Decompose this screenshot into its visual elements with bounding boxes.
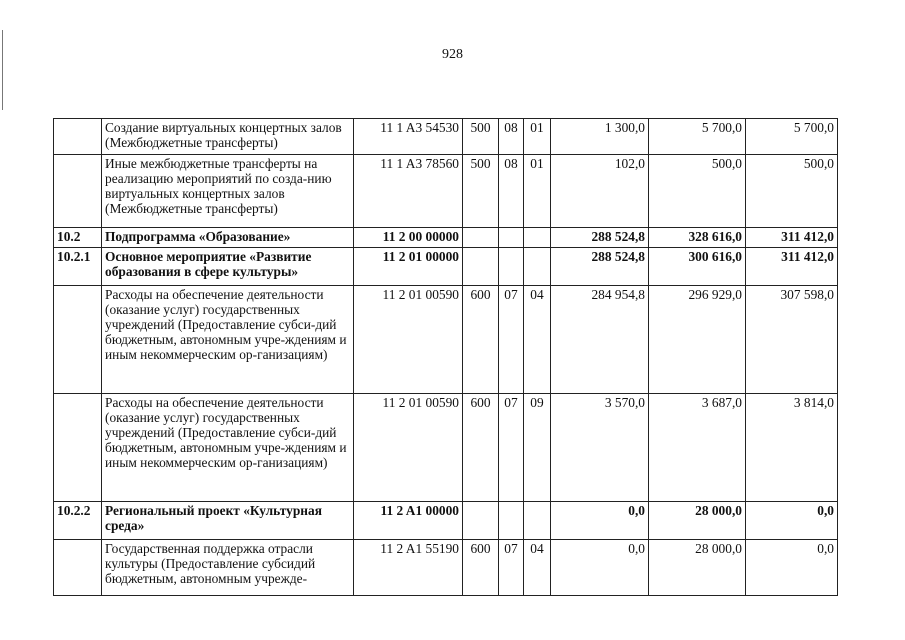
row-name: Подпрограмма «Образование» [102, 228, 354, 248]
row-index [54, 155, 102, 228]
row-target-code: 11 1 A3 78560 [354, 155, 463, 228]
row-value-year-3: 3 814,0 [746, 394, 838, 502]
row-value-year-1: 0,0 [551, 502, 649, 540]
row-value-year-3: 0,0 [746, 502, 838, 540]
row-section [499, 502, 524, 540]
page-number: 928 [442, 47, 463, 62]
row-target-code: 11 2 A1 55190 [354, 540, 463, 596]
row-expense-type [463, 248, 499, 286]
row-subsection: 09 [524, 394, 551, 502]
row-name: Региональный проект «Культурная среда» [102, 502, 354, 540]
row-value-year-1: 284 954,8 [551, 286, 649, 394]
table-row [54, 248, 838, 286]
row-name: Основное мероприятие «Развитие образования в сфере культуры» [102, 248, 354, 286]
row-name: Создание виртуальных концертных залов (Межбюджетные трансферты) [102, 119, 354, 155]
row-name: Государственная поддержка отрасли культуры (Предоставление субсидий бюджетным, автономным учрежде- [102, 540, 354, 596]
row-value-year-2: 500,0 [649, 155, 746, 228]
row-index: 10.2.1 [54, 248, 102, 286]
row-value-year-3: 500,0 [746, 155, 838, 228]
table-row [54, 286, 838, 394]
row-index [54, 540, 102, 596]
budget-table [53, 118, 838, 596]
row-target-code: 11 2 01 00000 [354, 248, 463, 286]
row-subsection: 01 [524, 119, 551, 155]
row-index: 10.2 [54, 228, 102, 248]
row-target-code: 11 1 A3 54530 [354, 119, 463, 155]
row-value-year-2: 28 000,0 [649, 502, 746, 540]
row-expense-type [463, 228, 499, 248]
table-row [54, 155, 838, 228]
row-section: 07 [499, 286, 524, 394]
row-section: 07 [499, 540, 524, 596]
row-value-year-1: 0,0 [551, 540, 649, 596]
row-section [499, 228, 524, 248]
row-value-year-1: 3 570,0 [551, 394, 649, 502]
row-value-year-2: 5 700,0 [649, 119, 746, 155]
table-row [54, 502, 838, 540]
table-row [54, 540, 838, 596]
table-row [54, 119, 838, 155]
table-row [54, 228, 838, 248]
row-name: Иные межбюджетные трансферты на реализацию мероприятий по созда-нию виртуальных концертных залов (Межбюджетные трансферты) [102, 155, 354, 228]
row-value-year-3: 311 412,0 [746, 228, 838, 248]
row-value-year-2: 3 687,0 [649, 394, 746, 502]
row-subsection: 01 [524, 155, 551, 228]
row-section: 07 [499, 394, 524, 502]
row-expense-type [463, 502, 499, 540]
row-value-year-3: 0,0 [746, 540, 838, 596]
row-name: Расходы на обеспечение деятельности (оказание услуг) государственных учреждений (Предоставление субси-дий бюджетным, автономным учре-ждениям и иным некоммерческим ор-ганизациям) [102, 286, 354, 394]
row-index [54, 394, 102, 502]
row-target-code: 11 2 01 00590 [354, 394, 463, 502]
row-section: 08 [499, 119, 524, 155]
row-value-year-3: 307 598,0 [746, 286, 838, 394]
row-index: 10.2.2 [54, 502, 102, 540]
row-value-year-3: 311 412,0 [746, 248, 838, 286]
row-expense-type: 500 [463, 119, 499, 155]
row-subsection: 04 [524, 540, 551, 596]
row-value-year-1: 1 300,0 [551, 119, 649, 155]
scan-edge-mark [2, 30, 3, 110]
row-value-year-2: 300 616,0 [649, 248, 746, 286]
row-index [54, 286, 102, 394]
row-value-year-2: 328 616,0 [649, 228, 746, 248]
row-value-year-1: 102,0 [551, 155, 649, 228]
row-name: Расходы на обеспечение деятельности (оказание услуг) государственных учреждений (Предоставление субси-дий бюджетным, автономным учре-ждениям и иным некоммерческим ор-ганизациям) [102, 394, 354, 502]
row-expense-type: 600 [463, 540, 499, 596]
budget-table-body [54, 119, 838, 596]
row-expense-type: 500 [463, 155, 499, 228]
row-subsection: 04 [524, 286, 551, 394]
row-index [54, 119, 102, 155]
row-subsection [524, 228, 551, 248]
row-section: 08 [499, 155, 524, 228]
row-value-year-2: 296 929,0 [649, 286, 746, 394]
row-value-year-2: 28 000,0 [649, 540, 746, 596]
row-value-year-3: 5 700,0 [746, 119, 838, 155]
row-value-year-1: 288 524,8 [551, 228, 649, 248]
row-expense-type: 600 [463, 394, 499, 502]
row-target-code: 11 2 01 00590 [354, 286, 463, 394]
row-section [499, 248, 524, 286]
row-subsection [524, 502, 551, 540]
row-subsection [524, 248, 551, 286]
row-target-code: 11 2 00 00000 [354, 228, 463, 248]
row-expense-type: 600 [463, 286, 499, 394]
row-target-code: 11 2 A1 00000 [354, 502, 463, 540]
row-value-year-1: 288 524,8 [551, 248, 649, 286]
table-row [54, 394, 838, 502]
